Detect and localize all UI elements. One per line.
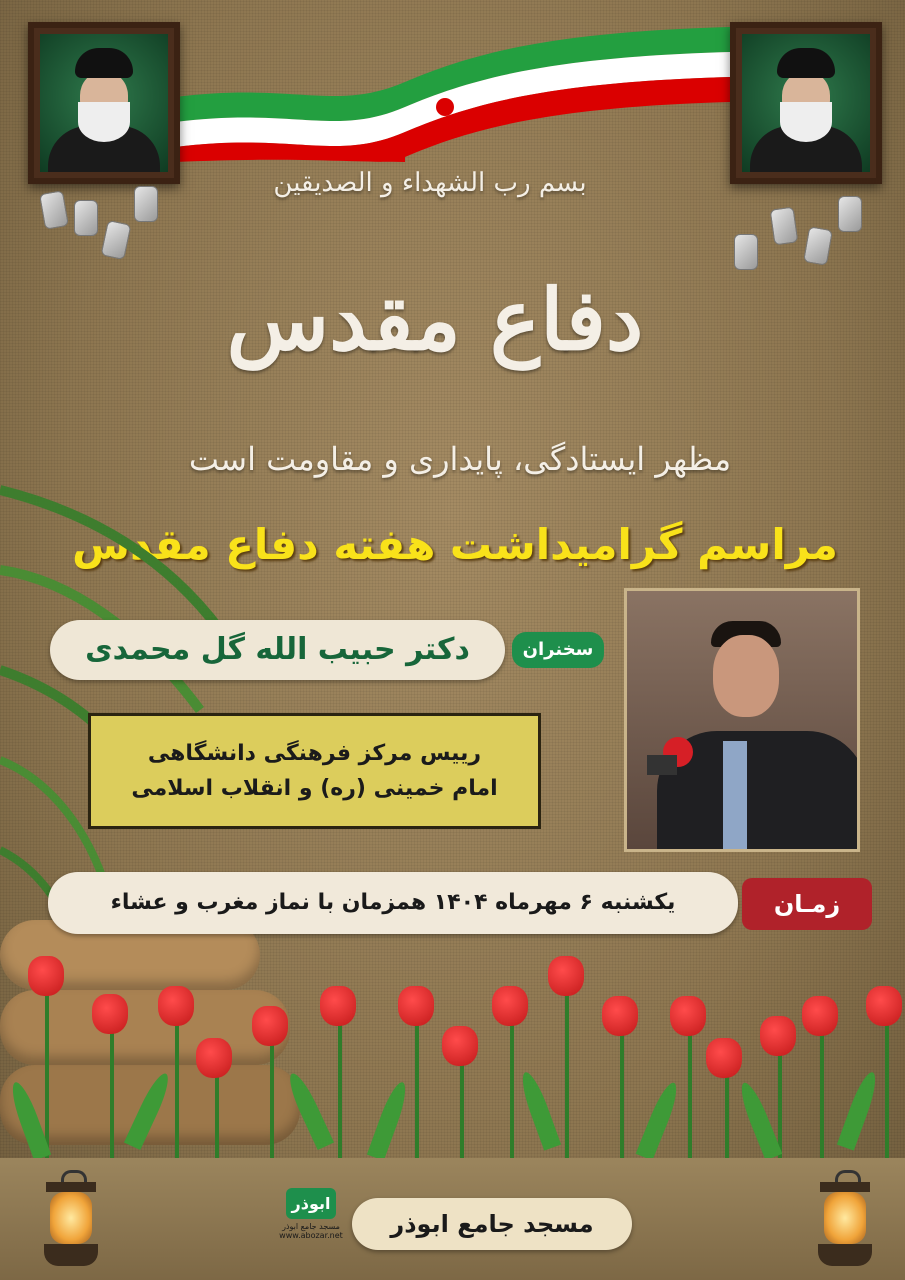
dog-tag-icon (39, 190, 69, 230)
dog-tag-icon (101, 220, 132, 260)
speaker-name: دکتر حبیب الله گل محمدی (50, 620, 505, 680)
right-portrait (730, 22, 882, 184)
tulip-field (0, 950, 905, 1160)
mosque-logo (276, 1188, 346, 1258)
dog-tag-icon (838, 196, 862, 232)
time-label: زمـان (742, 878, 872, 930)
logo-word: ابوذر (286, 1188, 336, 1219)
speaker-role-line1: رییس مرکز فرهنگی دانشگاهی (147, 741, 482, 766)
left-portrait (28, 22, 180, 184)
speaker-role-box (88, 713, 541, 829)
speaker-photo (624, 588, 860, 852)
lantern-icon (36, 1170, 106, 1270)
speaker-role-line2: امام خمینی (ره) و انقلاب اسلامی (131, 776, 498, 801)
mosque-name: مسجد جامع ابوذر (352, 1198, 632, 1250)
subtitle-calligraphy: مظهر ایستادگی، پایداری و مقاومت است (188, 440, 732, 478)
dog-tag-icon (770, 207, 799, 246)
iran-flag-ribbon (175, 12, 730, 162)
dog-tag-icon (134, 186, 158, 222)
event-date: یکشنبه ۶ مهرماه ۱۴۰۴ همزمان با نماز مغرب و عشاء (48, 872, 738, 934)
logo-caption: مسجد جامع ابوذر (282, 1222, 340, 1231)
dog-tag-icon (803, 226, 833, 266)
speaker-label: سخنران (512, 632, 604, 668)
lantern-icon (810, 1170, 880, 1270)
dog-tag-icon (74, 200, 98, 236)
dog-tag-icon (734, 234, 758, 270)
logo-website: www.abozar.net (279, 1231, 343, 1240)
event-title: مراسم گرامیداشت هفته دفاع مقدس (72, 520, 838, 569)
basmala-text: بسم رب الشهداء و الصدیقین (273, 168, 587, 198)
main-calligraphy-title: دفاع مقدس (226, 270, 644, 369)
